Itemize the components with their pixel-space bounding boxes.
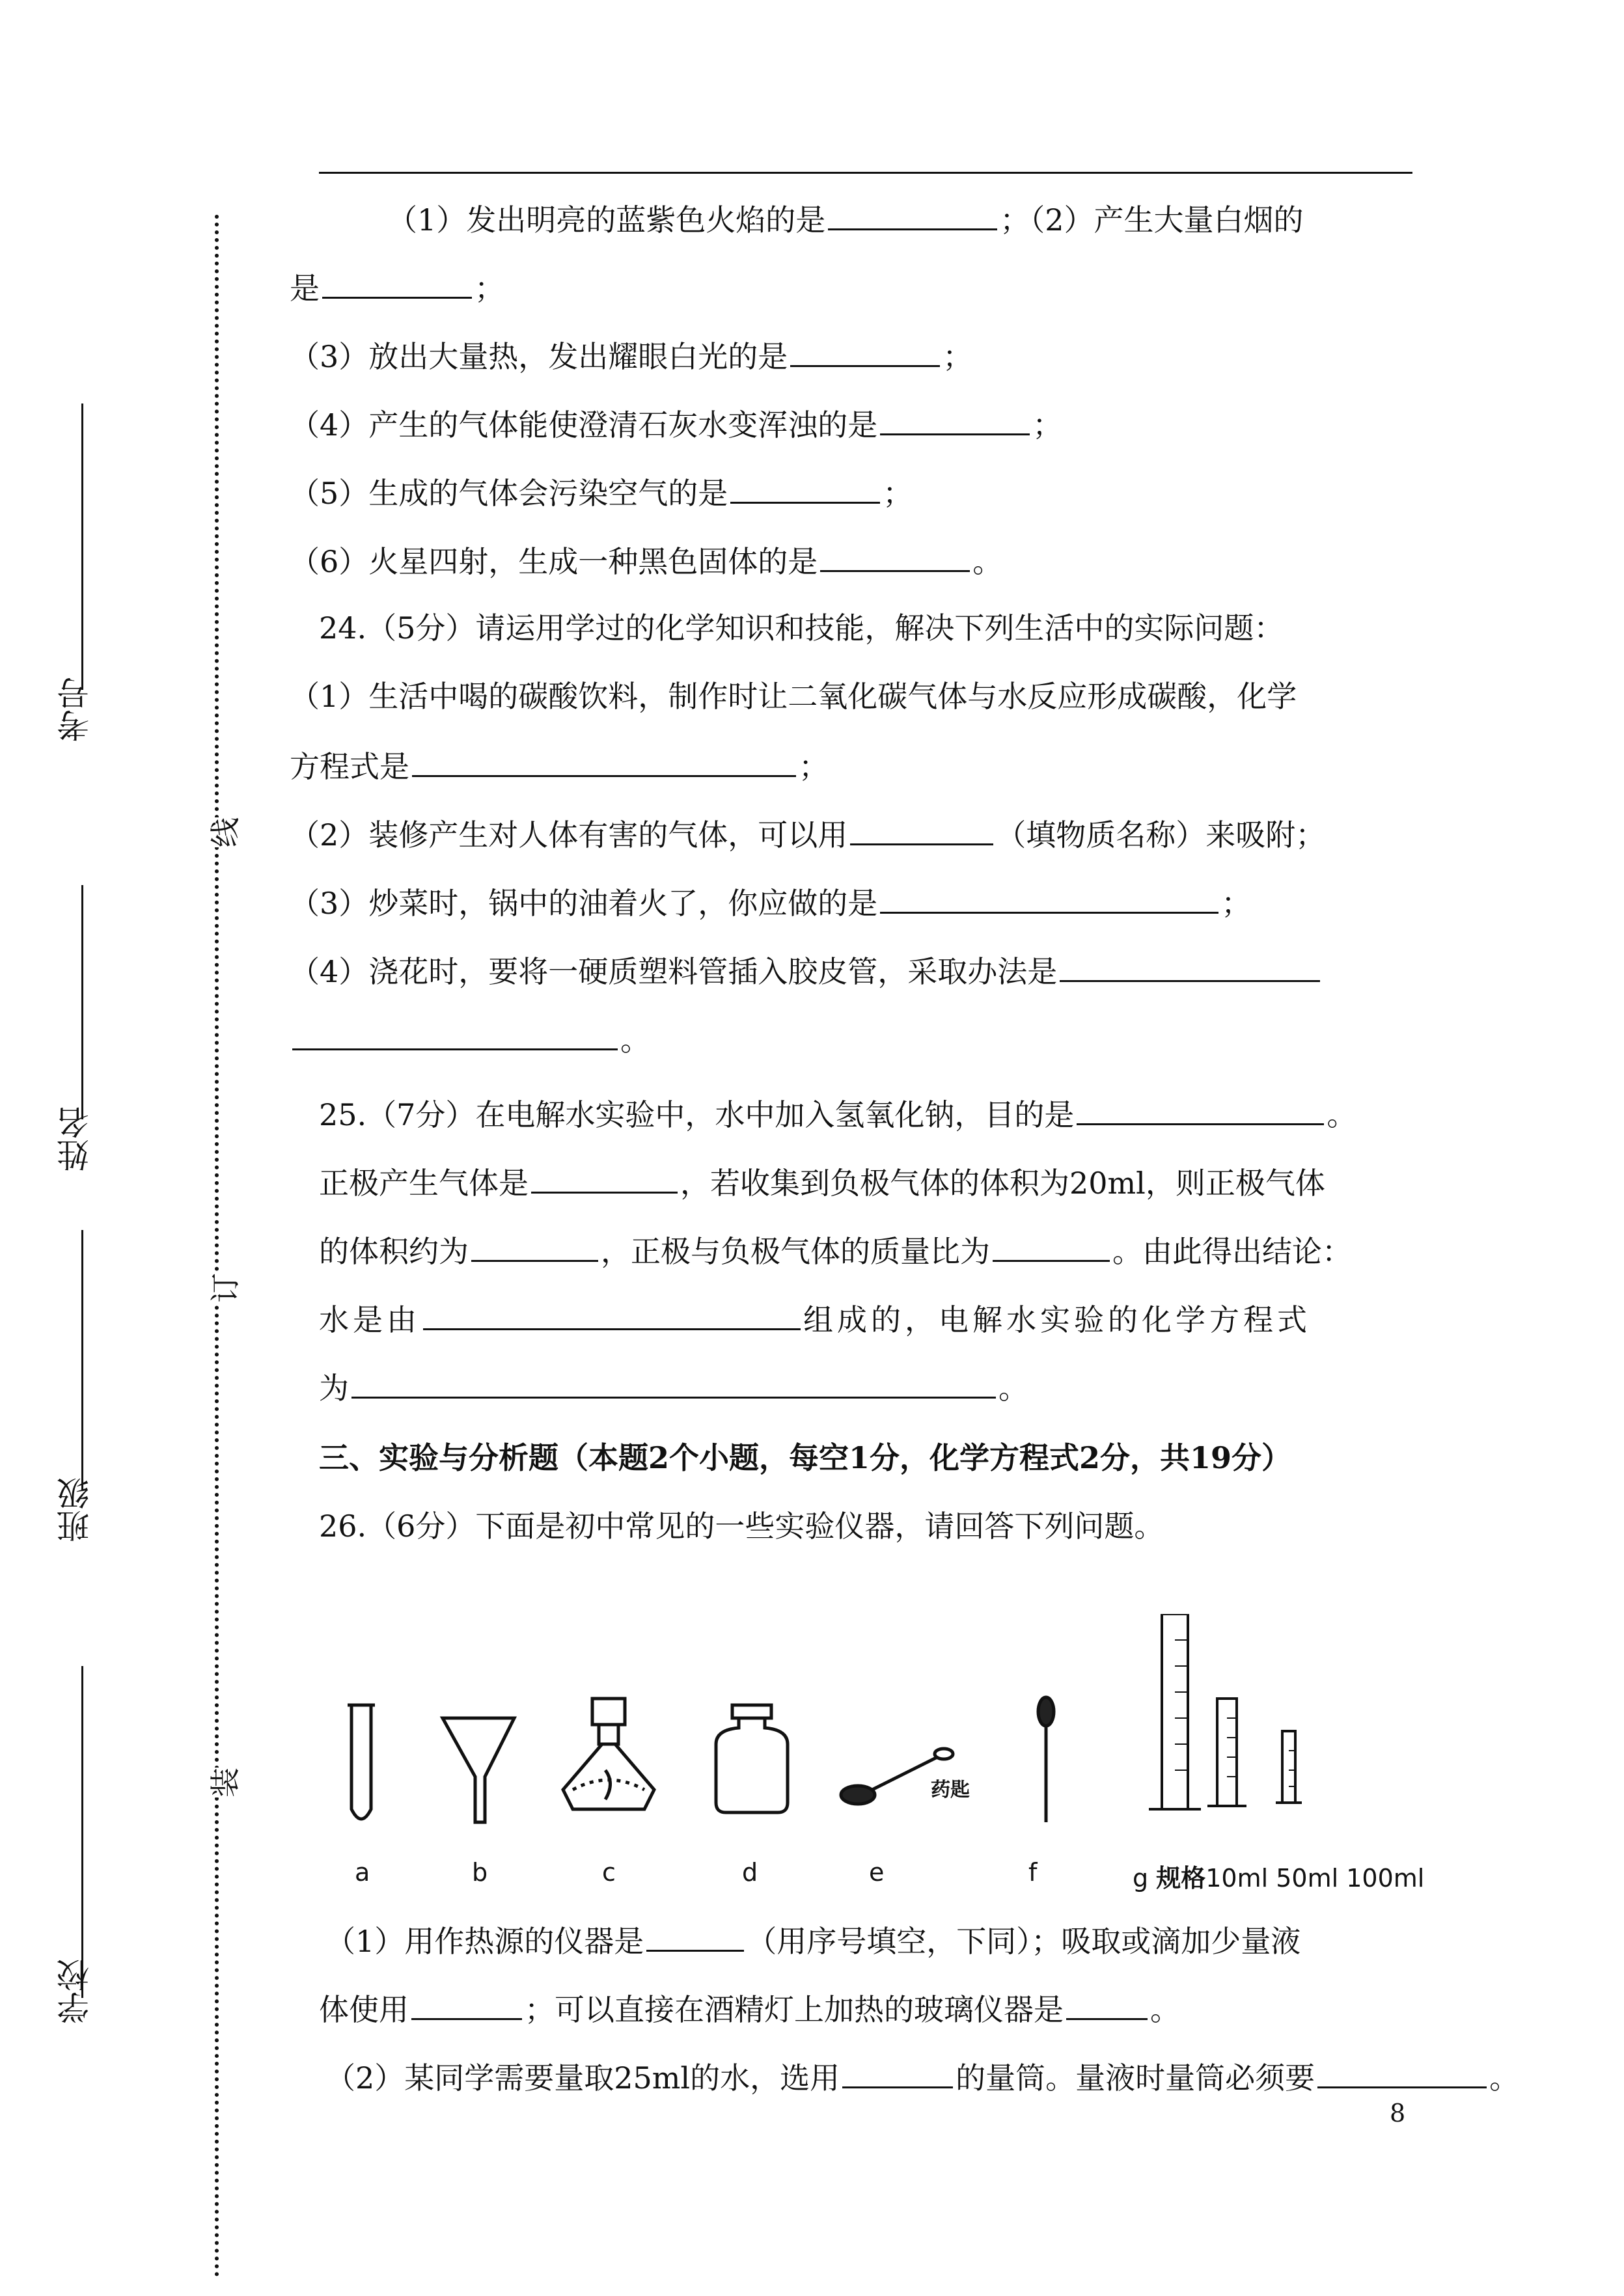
q24-line6: 。 [290,1018,650,1059]
q23-blank2[interactable] [322,267,472,299]
spoon-label: 药匙 [931,1779,970,1801]
binding-char-xian: 线 [198,817,249,847]
q26-title: 26.（6分）下面是初中常见的一些实验仪器，请回答下列问题。 [319,1509,1164,1544]
q25-line3: 的体积约为 ，正极与负极气体的质量比为 。由此得出结论： [319,1230,1352,1271]
q26-line2: 体使用 ；可以直接在酒精灯上加热的玻璃仪器是 。 [319,1988,1180,2029]
fig-label-c: c [602,1858,616,1887]
spec-prefix: 规格 [1156,1864,1206,1893]
q23-blank6[interactable] [820,540,970,572]
q24-blank2[interactable] [850,813,993,845]
q25-blank6[interactable] [351,1367,996,1399]
q26-blank3[interactable] [1066,1988,1148,2020]
q24-line5: （4）浇花时，要将一硬质塑料管插入胶皮管，采取办法是 [290,950,1323,991]
binding-dotted-line [215,215,219,2278]
xuexiao-rule[interactable] [81,1666,83,1998]
q24-line1: （1）生活中喝的碳酸饮料，制作时让二氧化碳气体与水反应形成碳酸，化学 [290,679,1297,714]
fig-label-a: a [355,1858,370,1887]
q26-blank1[interactable] [646,1920,744,1952]
q23-line3: （3）放出大量热，发出耀眼白光的是 ； [290,335,972,376]
q25-line5: 为 。 [319,1367,1028,1408]
header-rule [319,172,1412,174]
q24-title: 24.（5分）请运用学过的化学知识和技能，解决下列生活中的实际问题： [319,610,1284,646]
q25-blank4[interactable] [993,1230,1110,1262]
dropper-icon [1038,1697,1054,1822]
q25-blank1[interactable] [1077,1093,1324,1125]
q23-line5: （5）生成的气体会污染空气的是 ； [290,472,913,513]
test-tube-icon [348,1705,375,1819]
q24-blank3[interactable] [880,882,1218,914]
q25-blank5[interactable] [423,1298,801,1330]
binding-char-zhuang: 装 [198,1768,249,1797]
banji-rule[interactable] [81,1230,83,1490]
xuexiao-label: 学校 [57,1959,94,2024]
q26-blank4[interactable] [842,2057,953,2088]
kaohao-rule[interactable] [81,403,83,690]
kaohao-label: 考号 [57,677,94,742]
q25-blank3[interactable] [471,1230,598,1262]
q23-blank5[interactable] [730,472,880,504]
instrument-figure [325,1614,1432,1900]
q24-line3: （2）装修产生对人体有害的气体，可以用 （填物质名称）来吸附； [290,813,1325,854]
binding-char-ding: 订 [198,1273,249,1303]
q25-line1: 25.（7分）在电解水实验中，水中加入氢氧化钠，目的是 。 [319,1093,1356,1134]
banji-label: 班级 [57,1477,94,1542]
fig-label-d: d [742,1858,758,1887]
q25-line4: 水是由 组成的，电解水实验的化学方程式 [319,1298,1311,1339]
q23-line4: （4）产生的气体能使澄清石灰水变浑浊的是 ； [290,403,1062,444]
q23-blank4[interactable] [880,403,1030,435]
q23-line6: （6）火星四射，生成一种黑色固体的是 。 [290,540,1002,581]
fig-label-b: b [472,1858,488,1887]
fig-label-e: e [869,1858,885,1887]
q24-blank4b[interactable] [292,1018,618,1050]
q26-line1: （1）用作热源的仪器是 （用序号填空，下同）；吸取或滴加少量液 [325,1920,1301,1961]
q25-blank2[interactable] [531,1162,678,1194]
q25-line2: 正极产生气体是 ，若收集到负极气体的体积为20ml，则正极气体 [319,1162,1325,1203]
q23-line2: 是 ； [290,267,504,308]
xingming-label: 姓名 [57,1106,94,1171]
measuring-cylinder-icon [1149,1614,1302,1809]
q24-line2: 方程式是 ； [290,745,829,786]
page-number: 8 [1390,2099,1406,2127]
q26-blank5[interactable] [1317,2057,1487,2088]
fig-label-g: g 规格10ml 50ml 100ml [1133,1864,1425,1893]
q24-blank1[interactable] [412,745,796,777]
section3-heading: 三、实验与分析题（本题2个小题，每空1分，化学方程式2分，共19分） [319,1440,1292,1475]
funnel-icon [443,1718,514,1822]
q26-line3: （2）某同学需要量取25ml的水，选用 的量筒。量液时量筒必须要 。 [325,2057,1519,2098]
q24-blank4a[interactable] [1060,950,1320,982]
alcohol-lamp-icon [563,1699,654,1809]
q24-line4: （3）炒菜时，锅中的油着火了，你应做的是 ； [290,882,1251,923]
q23-line1: （1）发出明亮的蓝紫色火焰的是 ；（2）产生大量白烟的 [387,198,1304,239]
q26-blank2[interactable] [411,1988,522,2020]
q23-blank1[interactable] [828,198,997,230]
xingming-rule[interactable] [81,885,83,1119]
gas-bottle-icon [716,1705,788,1812]
q23-blank3[interactable] [790,335,940,367]
spec-values: 10ml 50ml 100ml [1205,1864,1425,1893]
fig-label-f: f [1028,1858,1038,1887]
